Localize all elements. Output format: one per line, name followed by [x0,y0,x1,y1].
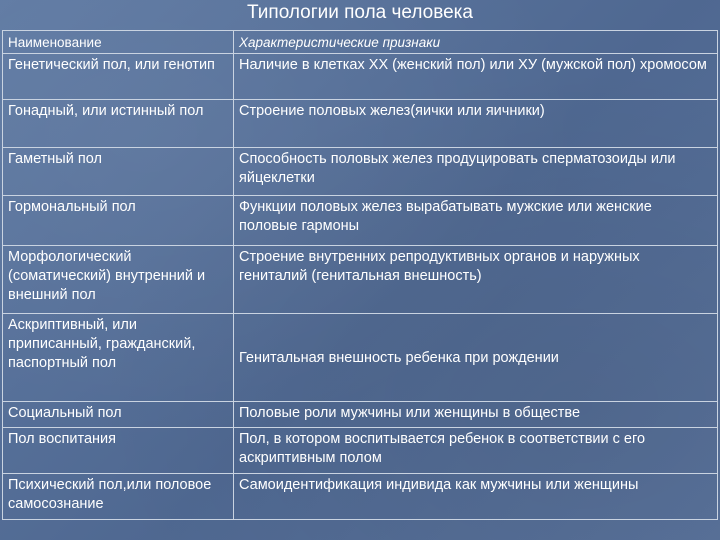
row-features-cell: Наличие в клетках ХХ (женский пол) или ХУ (мужской пол) хромосом [234,54,718,100]
row-name-cell: Гормональный пол [3,196,234,246]
column-header-name: Наименование [3,31,234,54]
row-features-cell: Способность половых желез продуцировать сперматозоиды или яйцеклетки [234,148,718,196]
row-name-cell: Социальный пол [3,402,234,428]
row-name-cell: Морфологический (соматический) внутренний и внешний пол [3,246,234,314]
table-header-row [3,31,718,54]
row-features-cell: Самоидентификация индивида как мужчины или женщины [234,474,718,520]
row-features-cell: Строение внутренних репродуктивных органов и наружных гениталий (генитальная внешность) [234,246,718,314]
column-header-features: Характеристические признаки [234,31,718,54]
table-row [3,402,718,428]
row-name-cell: Пол воспитания [3,428,234,474]
row-name-cell: Психический пол,или половое самосознание [3,474,234,520]
row-name-cell: Гаметный пол [3,148,234,196]
row-features-cell: Пол, в котором воспитывается ребенок в соответствии с его аскриптивным полом [234,428,718,474]
table-row [3,100,718,148]
table-row [3,428,718,474]
row-name-cell: Аскриптивный, или приписанный, гражданский, паспортный пол [3,314,234,402]
table-row [3,314,718,402]
row-name-cell: Генетический пол, или генотип [3,54,234,100]
slide-title: Типологии пола человека [247,2,473,23]
row-features-cell: Функции половых желез вырабатывать мужские или женские половые гармоны [234,196,718,246]
row-name-cell: Гонадный, или истинный пол [3,100,234,148]
table-row [3,196,718,246]
table-row [3,474,718,520]
table-row [3,246,718,314]
row-features-cell: Генитальная внешность ребенка при рождении [234,314,718,402]
row-features-cell: Строение половых желез(яички или яичники) [234,100,718,148]
table-row [3,54,718,100]
typology-table [2,30,718,520]
table-row [3,148,718,196]
row-features-cell: Половые роли мужчины или женщины в обществе [234,402,718,428]
